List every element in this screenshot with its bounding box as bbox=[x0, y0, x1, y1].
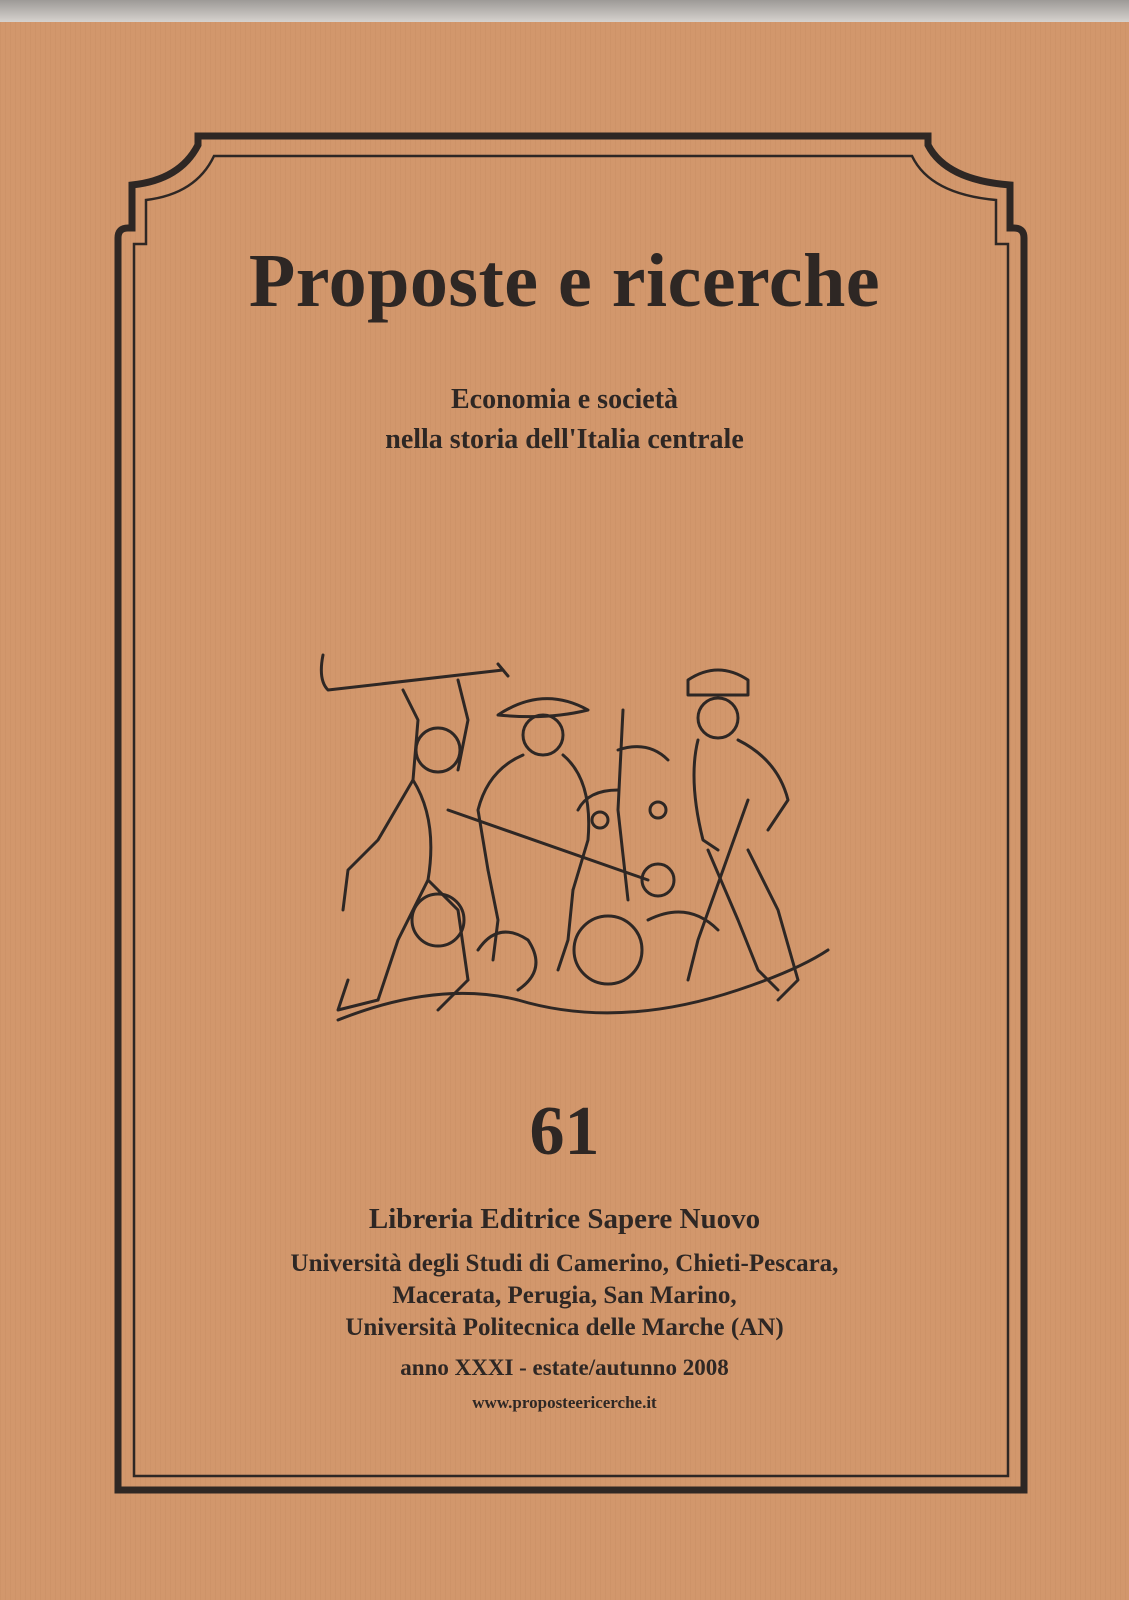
issue-number: 61 bbox=[529, 1093, 600, 1170]
universities-line-3: Università Politecnica delle Marche (AN) bbox=[345, 1314, 784, 1341]
universities-line-1: Università degli Studi di Camerino, Chieti-Pescara, bbox=[290, 1250, 839, 1277]
subtitle-line-2: nella storia dell'Italia centrale bbox=[385, 424, 744, 455]
publisher-name: Libreria Editrice Sapere Nuovo bbox=[368, 1203, 761, 1235]
universities-line-2: Macerata, Perugia, San Marino, bbox=[392, 1282, 737, 1309]
woodcut-illustration bbox=[318, 650, 838, 1040]
year-season-line: anno XXXI - estate/autunno 2008 bbox=[400, 1355, 729, 1380]
subtitle-line-1: Economia e società bbox=[450, 384, 679, 415]
website-url: www.proposteericerche.it bbox=[472, 1393, 657, 1412]
journal-title: Proposte e ricerche bbox=[248, 239, 881, 323]
